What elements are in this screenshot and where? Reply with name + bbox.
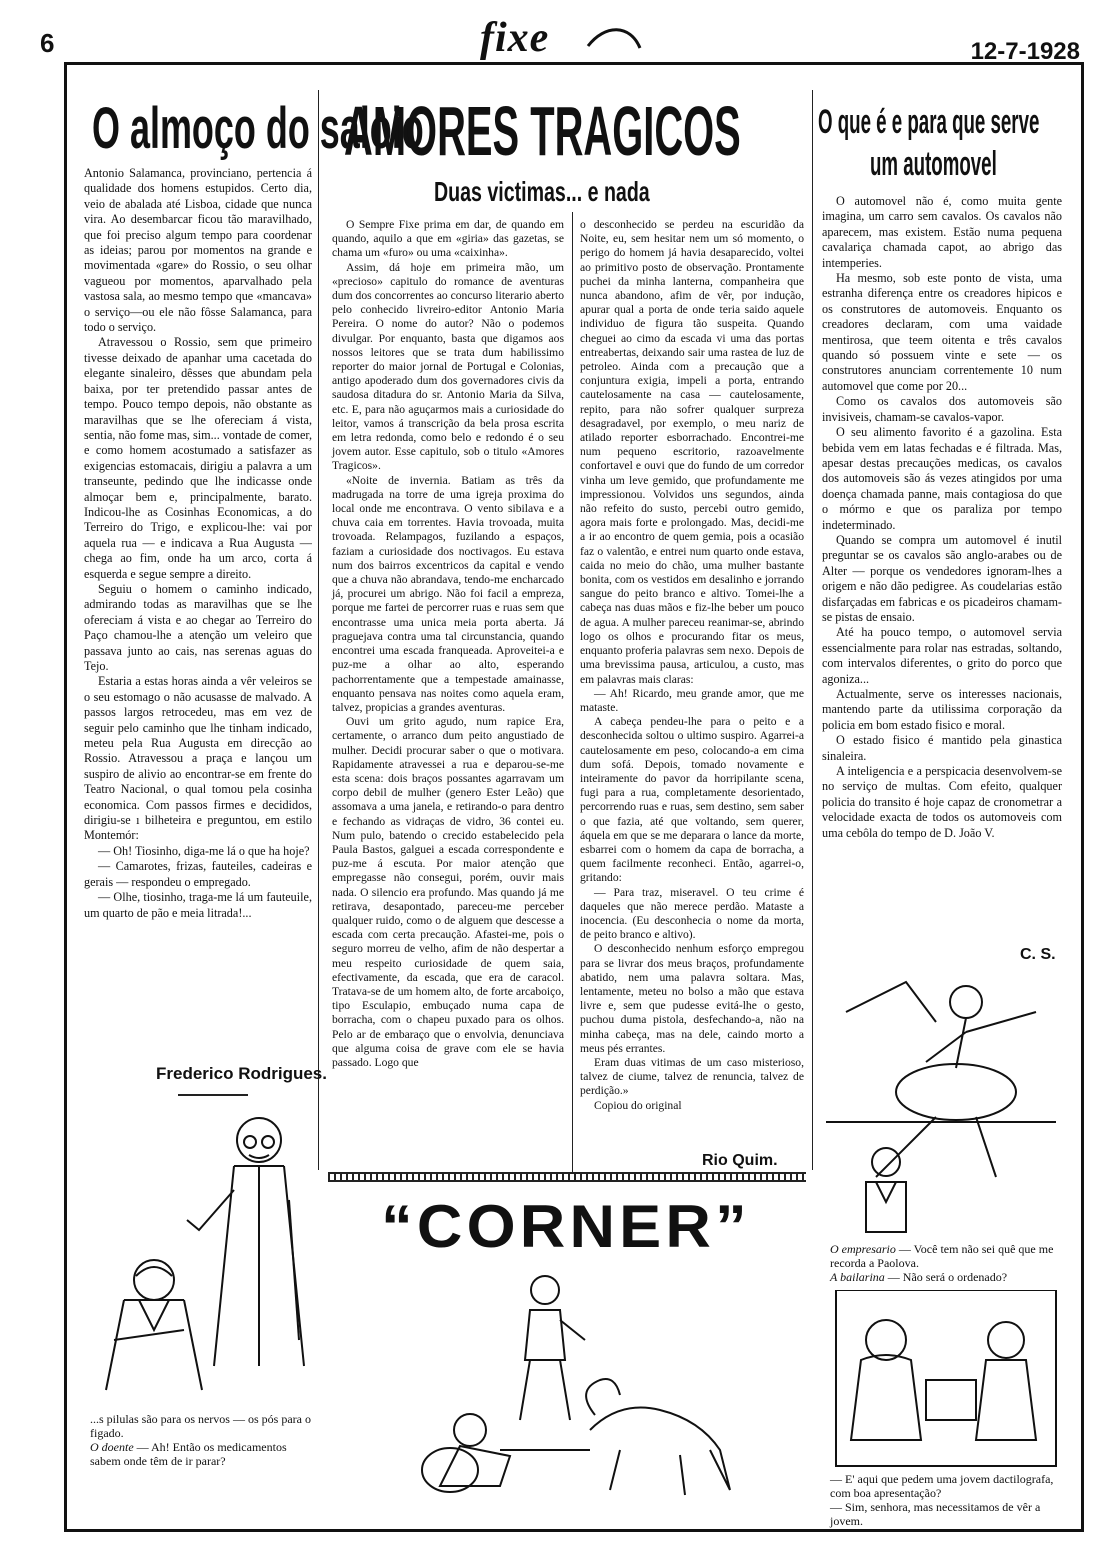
article-body-saloio (84, 166, 312, 921)
article-title-saloio: O almoço do saloio (92, 96, 424, 161)
caption-speaker: O doente (90, 1440, 134, 1454)
cartoon-caption-left (90, 1412, 312, 1468)
divider (328, 1172, 806, 1182)
paragraph: Seguiu o homem o caminho indicado, admirando todas as maravilhas que se lhe ofereciam á vista e ao chegar ao Terreiro do Paço chamou-lhe a atenção um veleiro que passava junto ao cais, nas serenas aguas do Tejo. (84, 581, 312, 673)
signature-frederico: Frederico Rodrigues. (156, 1064, 327, 1083)
paragraph: — Oh! Tiosinho, diga-me lá o que ha hoje? (98, 843, 310, 858)
paragraph: o desconhecido se perdeu na escuridão da Noite, eu, sem hesitar nem um só momento, o perigo do homem já havia desaparecido, voltei ao primitivo posto de observação. Prontamente puchei da minha lanterna, companheira que nunca abandono, afim de vêr, por indução, apurar qual a porta de onde teria saido aquele individuo de figura tão suspeita. Quando cheguei ao cimo da escada vi uma das portas entreabertas, deixando sair uma rastea de luz de petroleo. Ainda com a precaução que a conjuntura exigia, impeli a porta, entrando cautelosamente na casa — cautelosamente, repito, para não sofrer qualquer surpreza desagradavel, por exemplo, o meu nariz de atilado reporter esborrachado. Encontrei-me num pequeno escritorio, razoavelmente confortavel e ouvi que do fundo de um corredor vinha um leve gemido, que profundamente me impressionou. Volvidos uns segundos, ainda não refeito do susto, percebi outro gemido, agora mais forte e prolongado. Mas, decidi-me a ir ao encontro de quem gemia, pois a ocasião faz o valentão, e entrei num quarto onde estava, caida no meio do chão, uma mulher bastante bonita, com os vestidos em desalinho e jorrando sangue do peito branco e altivo. Tomei-lhe a cabeça nas duas mãos e fiz-lhe beber um pouco de agua. A mulher pareceu reanimar-se, abrindo logo os olhos e procurando fitar os meus, enquanto proferia palavras sem nexo. Depois de uma brevissima pausa, articulou, a custo, mas em palavras mais claras: (580, 218, 804, 686)
paragraph: A inteligencia e a perspicacia desenvolvem-se no serviço de multas. Com efeito, qualquer policia do transito é hoje capaz de cronometrar a velocidade exacta de todos os automoveis com uma cebôla do tempo de D. João V. (822, 764, 1062, 840)
corner-banner: “CORNER” (381, 1193, 751, 1260)
paragraph: Actualmente, serve os interesses nacionais, mantendo parte da utilissima corporação da policia em bom estado fisico e moral. (822, 687, 1062, 732)
divider (178, 1094, 248, 1096)
paragraph: O estado fisico é mantido pela ginastica sinaleira. (822, 733, 1062, 763)
caption-speaker: O empresario (830, 1242, 896, 1256)
paragraph: — Ah! Ricardo, meu grande amor, que me mataste. (580, 686, 804, 714)
paragraph: Quando se compra um automovel é inutil preguntar se os cavalos são anglo-arabes ou de Alter — porque os vendedores ignoram-lhes a origem e não dão pedigree. As coudelarias estão disfarçadas em fabricas e os picadeiros chamam-se pistas de ensaio. (822, 532, 1062, 624)
cartoon-doctor-patient (84, 1100, 314, 1400)
article-body-automovel (822, 194, 1062, 841)
cartoon-caption-ballerina (830, 1242, 1068, 1284)
paragraph: — Olhe, tiosinho, traga-me lá um fauteuile, um quarto de pão e meia litrada!... (84, 890, 312, 920)
paragraph: O seu alimento favorito é a gazolina. Esta bebida vem em latas fechadas e é filtrada. Mas, apesar destas precauções medicas, os cavalos dos automoveis são ás vezes atingidos por uma doença chamada panne, mais contagiosa do que o mórmo e que os paraliza por tempo indeterminado. (822, 425, 1062, 532)
article-title-automovel-line1: O que é e para que serve (818, 103, 1040, 141)
paragraph: Estaria a estas horas ainda a vêr veleiros se o seu estomago o não acusasse de malvado. A passos largos retrocedeu, mas em vez de seguir pelo caminho que lhe tinham indicado, meteu pela Rua Augusta em direcção ao Rossio. Atravessou a praça e lançou um suspiro de alivio ao encontrar-se em frente do Teatro Nacional, o qual tomou pela cosinha economica. Com passos firmes e decididos, dirigiu-se ı bilheteira e preguntou, em estilo Montemór: (84, 674, 312, 843)
caption-text: — Ah! Então os medicamentos sabem onde têm de ir parar? (90, 1440, 287, 1468)
paragraph: O Sempre Fixe prima em dar, de quando em quando, aquilo a que em «giria» das gazetas, se chama um «furo» ou uma «caixinha». (332, 218, 564, 260)
caption-speaker: A bailarina (830, 1270, 885, 1284)
column-rule (318, 90, 319, 1170)
paragraph: Como os cavalos dos automoveis são invisiveis, chamam-se cavalos-vapor. (822, 394, 1062, 424)
caption-text: — E' aqui que pedem uma jovem dactilografa, com boa apresentação? (830, 1472, 1054, 1500)
cartoon-typist (826, 1290, 1066, 1470)
paragraph: A cabeça pendeu-lhe para o peito e a desconhecida soltou o ultimo suspiro. Agarrei-a cautelosamente em peso, colocando-a em cima dum sofá. Depois, tomado novamente e inteiramente do pavor da horripilante scena, fugi para a rua, completamente desorientado, percorrendo ruas e ruas, sem destino, sem saber o que fazia, até que voltando, sem querer, áquela em que se me deparara o lance da morte, esbarrei com o homem da capa de borracha, a quem facilmente reconheci. Então, agarrei-o, gritando: (580, 715, 804, 885)
article-body-amores-col2 (580, 218, 804, 1113)
cartoon-corner (380, 1270, 780, 1510)
signature-rio-quim: Rio Quim. (702, 1152, 778, 1169)
caption-text: — Você tem não sei quê que me recorda a Paolova. (830, 1242, 1054, 1270)
masthead (480, 14, 650, 64)
paragraph: Copiou do original (594, 1098, 682, 1112)
masthead-title: fixe (480, 15, 550, 61)
article-body-amores-col1 (332, 218, 564, 1070)
issue-date: 12-7-1928 (970, 38, 1080, 65)
paragraph: O desconhecido nenhum esforço empregou para se livrar dos meus braços, profundamente abatido, nem uma palavra soltara. Mas, lentamente, meteu no bolso a mão que estava livre e, sem que pudesse evitá-lhe o gesto, puchou duma pistola, desfechando-a, não na minha cabeça, mas na dele, caindo morto a meus pés errantes. (580, 942, 804, 1055)
paragraph: Até ha pouco tempo, o automovel servia essencialmente para rolar nas estradas, soltando, com intervalos diferentes, o grito do porco que agoniza... (822, 625, 1062, 686)
paragraph: Antonio Salamanca, provinciano, pertencia á qualidade dos homens estupidos. Certo dia, veio de abalada até Lisboa, cidade que nunca vira. Ao desembarcar ficou tão maravilhado, que foi preciso algum tempo para coordenar as ideias; parou por momentos na grande e movimentada «gare» do Rossio, o seu olhar vagueou por momentos, aparvalhado pela vastosa sala, ao mesmo tempo que «mancava» o serviço—ou ele não fôsse Salamanca, para todo o serviço. (84, 166, 312, 335)
caption-text: — Não será o ordenado? (887, 1270, 1008, 1284)
column-rule (812, 90, 813, 1170)
signature-cs: C. S. (1020, 946, 1056, 963)
paragraph: «Noite de invernia. Batiam as três da madrugada na torre de uma igreja proxima do local onde me encontrava. O vento sibilava e a chuva caia em torrentes. Havia trovoada, muita trovoada. Relampagos, fuzilando a espaços, faziam a curiosidade dos noctivagos. Eu estava num dos bairros excentricos da capital e vendo que a chuva não abrandava, tendo-me encharcado já, procurei um abrigo. Não foi facil a empreza, porque me fartei de percorrer ruas e ruas sem que encontrasse uma unica meia porta aberta. Já praguejava contra uma tal circunstancia, quando encontrei uma escada franqueada. Aproveitei-a e puz-me a olhar ao alto, esperando pachorrentamente que a tempestade amainasse, enquanto pensava nas noites como aquela eram, talvez, propicias a grandes aventuras. (332, 473, 564, 714)
page-number: 6 (40, 28, 55, 58)
column-rule (572, 212, 573, 1172)
caption-text: ...s pilulas são para os nervos — os pós para o figado. (90, 1412, 311, 1440)
paragraph: Atravessou o Rossio, sem que primeiro tivesse deixado de apanhar uma cacetada do elegante sinaleiro, dêsses que abundam pela baixa, por ter pretendido passar antes de tempo. Pouco tempo depois, não obstante as maravilhas que se lhe ofereciam á vista, sentia, não fome mas, sim... vontade de comer, e como homem acostumado a satisfazer as exigencias estomacais, dirigiu a palavra a um transeunte, pedindo que lhe indicasse onde almoçar bem e, principalmente, barato. Indicou-lhe as Cosinhas Economicas, a do Terreiro do Trigo, e explicou-lhe: vai por aquela rua — e indicava a Rua Augusta — chega ao fim, onde ha um arco, corta á esquerda e segue sempre a direito. (84, 335, 312, 581)
caption-text: — Sim, senhora, mas necessitamos de vêr a jovem. (830, 1500, 1041, 1528)
paragraph: Assim, dá hoje em primeira mão, um «precioso» capitulo do romance de aventuras dum dos concorrentes ao concurso literario aberto pelo conhecido livreiro-editor Antonio Maria Pereira. O nome do autor? Não o podemos divulgar. Por enquanto, basta que digamos aos nossos leitores que se trata dum habilissimo reporter do maior jornal de Portugal e Colonias, antigo apoderado dum dos governadores civis da saudosa ditadura do sr. Antonio Maria da Silva, etc. E, para não aguçarmos mais a curiosidade do leitor, vamos á transcrição da bela prosa escrita em letra redonda, como belo e redondo é o seu jovem autor. Esse capitulo, sob o titulo «Amores Tragicos». (332, 260, 564, 473)
article-title-amores: AMORES TRAGICOS (344, 92, 741, 170)
paragraph: — Para traz, miseravel. O teu crime é daqueles que não merece perdão. Mataste a inocencia. (Eu desconhecia o nome da morta, de peito branco e altivo). (580, 885, 804, 942)
article-title-automovel-line2: um automovel (870, 145, 997, 183)
cartoon-ballerina (826, 972, 1066, 1240)
article-subtitle-amores: Duas victimas... e nada (434, 176, 650, 207)
paragraph: — Camarotes, frizas, fauteiles, cadeiras e gerais — respondeu o empregado. (84, 859, 312, 889)
paragraph: O automovel não é, como muita gente imagina, um carro sem cavalos. Os cavalos não aparecem, mas existem. Estão numa pequena cavalariça chamada capot, ao abrigo das intemperies. (822, 194, 1062, 270)
cartoon-caption-typist (830, 1472, 1068, 1528)
paragraph: Ouvi um grito agudo, num rapice Era, certamente, o arranco dum peito angustiado de mulher. Decidi procurar saber o que o motivara. Rapidamente atravessei a rua e deparou-se-me esta scena: dois braços possantes agarravam um corpo debil de mulher (genero Ester Leão) que assomava a uma janela, e retirando-o para dentro e fechando as vidraças de vidro, 36 contei eu. Num pulo, batendo o crecido estabelecido pela Paula Bastos, galguei a escada correspondente e puz-me á escuta. Por maior atenção que empregasse não consegui, porém, ouvir mais nada. O silencio era profundo. Mas quando já me retirava, desapontado, pareceu-me perceber qualquer ruido, como o de alguem que descesse a escada com certa precaução. Afastei-me, pois o seguro morreu de velho, afim de não despertar a meu respeito curiosidade de quem saia, efectivamente, da escada, que era de caracol. Tratava-se de um homem alto, de forte arcaboiço, tipo Esculapio, embuçado numa capa de borracha, com o chapeu puxado para os olhos. Pelo ar de embaraço que o envolvia, denunciava que alguma coisa de grave com ele se havia passado. Logo que (332, 715, 564, 1069)
paragraph: Eram duas vitimas de um caso misterioso, talvez de ciume, talvez de renuncia, talvez de perdição.» (580, 1055, 804, 1098)
masthead-swash-icon (480, 14, 650, 64)
paragraph: Ha mesmo, sob este ponto de vista, uma estranha diferença entre os creadores hipicos e os construtores de automoveis. Enquanto os creadores declaram, com uma vaidade mentirosa, que teem oitenta e três cavalos quando só possuem vinte e sete — os construtores anunciam correntemente 10 num automovel que come por 20... (822, 271, 1062, 393)
